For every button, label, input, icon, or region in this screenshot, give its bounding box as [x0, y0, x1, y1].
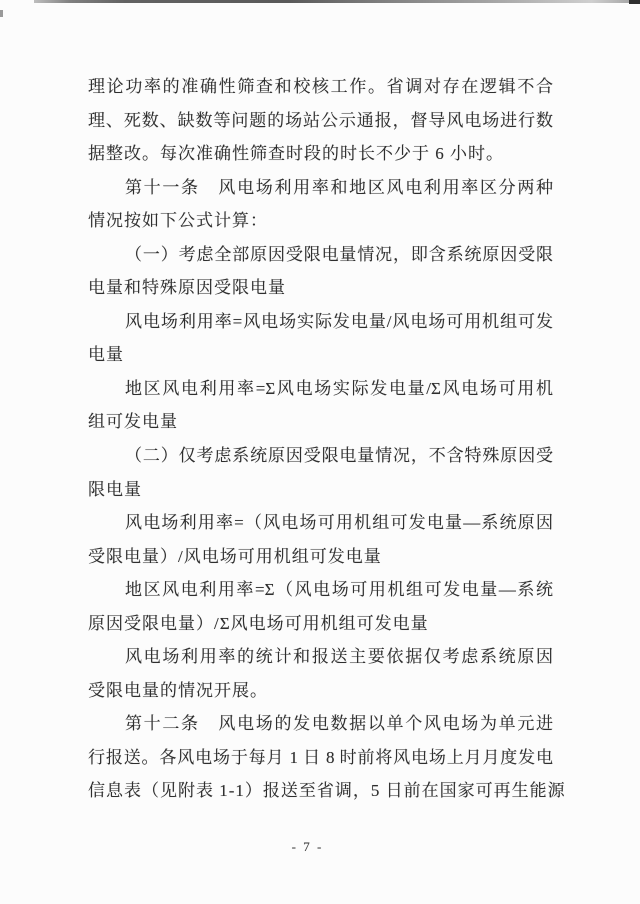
text-line-08-formula: 风电场利用率=风电场实际发电量/风电场可用机组可发 — [125, 311, 553, 331]
text-line-21: 行报送。各风电场于每月 1 日 8 时前将风电场上月月度发电 — [88, 747, 553, 767]
text-line-13: 限电量 — [88, 479, 142, 499]
page-number: - 7 - — [291, 839, 324, 854]
text-line-20-article-12-heading: 第十二条 风电场的发电数据以单个风电场为单元进 — [125, 714, 553, 734]
text-line-06: （一）考虑全部原因受限电量情况，即含系统原因受限 — [125, 244, 553, 264]
text-line-15: 受限电量）/风电场可用机组可发电量 — [88, 546, 382, 566]
text-line-17: 原因受限电量）/Σ风电场可用机组可发电量 — [88, 613, 429, 633]
text-line-16-formula: 地区风电利用率=Σ（风电场可用机组可发电量—系统 — [125, 580, 553, 600]
scan-edge-artifact-top — [34, 0, 640, 3]
text-line-04-article-11-heading: 第十一条 风电场利用率和地区风电利用率区分两种 — [125, 177, 553, 197]
text-line-01: 理论功率的准确性筛查和校核工作。省调对存在逻辑不合 — [88, 77, 553, 96]
text-line-02: 理、死数、缺数等问题的场站公示通报，督导风电场进行数 — [88, 110, 553, 130]
text-line-07: 电量和特殊原因受限电量 — [88, 278, 286, 298]
text-line-03: 据整改。每次准确性筛查时段的时长不少于 6 小时。 — [88, 144, 504, 164]
scan-corner-mark — [629, 0, 640, 4]
text-line-18: 风电场利用率的统计和报送主要依据仅考虑系统原因 — [125, 647, 553, 667]
scan-left-edge-mark — [0, 10, 3, 17]
text-line-10-formula: 地区风电利用率=Σ风电场实际发电量/Σ风电场可用机 — [125, 378, 553, 398]
text-line-09: 电量 — [88, 345, 124, 365]
text-line-11: 组可发电量 — [88, 412, 178, 432]
document-body — [88, 70, 566, 808]
text-line-14-formula: 风电场利用率=（风电场可用机组可发电量—系统原因 — [125, 513, 553, 533]
text-line-22: 信息表（见附表 1-1）报送至省调，5 日前在国家可再生能源 — [88, 781, 566, 801]
text-line-12: （二）仅考虑系统原因受限电量情况，不含特殊原因受 — [125, 446, 553, 466]
text-line-19: 受限电量的情况开展。 — [88, 680, 268, 700]
text-line-05: 情况按如下公式计算： — [88, 211, 268, 231]
